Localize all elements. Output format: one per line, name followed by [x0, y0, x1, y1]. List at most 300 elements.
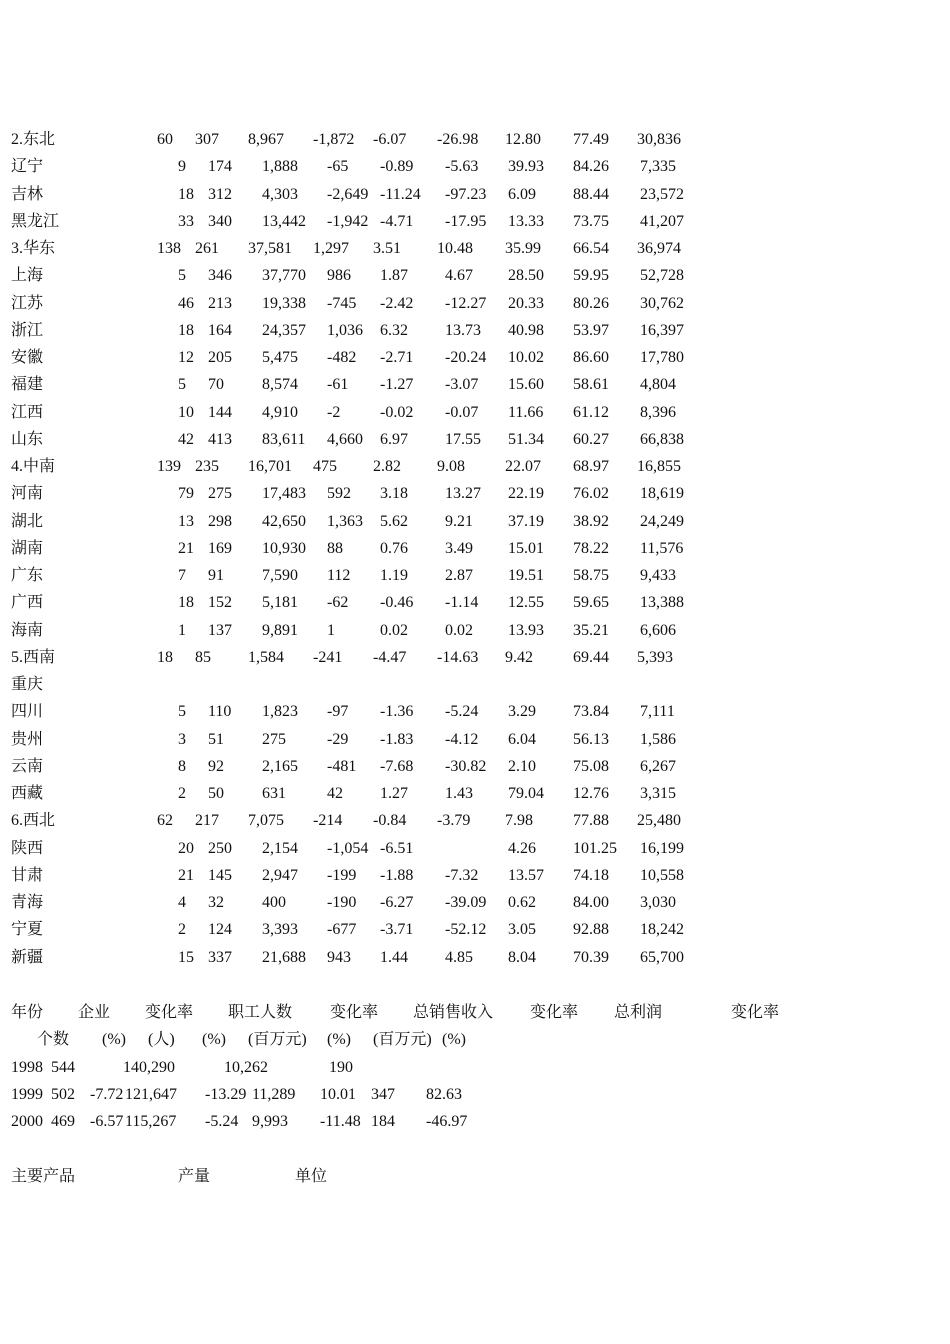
table-cell: 250: [208, 839, 232, 857]
table-cell: 1.19: [380, 567, 408, 584]
table-cell: 12: [178, 349, 194, 366]
region-name: 广东: [11, 567, 44, 584]
table-cell: 79.04: [508, 785, 544, 802]
table-cell: 4: [178, 894, 186, 911]
column-header: 总利润: [614, 1004, 663, 1021]
table-cell: 139: [157, 458, 181, 475]
table-cell: 298: [208, 512, 232, 530]
table-cell: -6.07: [373, 131, 407, 148]
region-name: 宁夏: [11, 921, 44, 939]
table-cell: 6,606: [640, 621, 676, 639]
column-unit: (%): [442, 1031, 466, 1048]
table-cell: -26.98: [437, 131, 479, 148]
table-cell: 138: [157, 240, 181, 257]
table-cell: 13.73: [445, 321, 481, 339]
column-unit: (%): [202, 1031, 226, 1048]
table-cell: 11.66: [508, 403, 544, 421]
table-cell: 2,154: [262, 839, 298, 857]
region-name: 河南: [11, 485, 44, 503]
table-cell: 12.76: [573, 785, 609, 802]
table-cell: 1,586: [640, 730, 676, 748]
table-cell: -1.36: [380, 703, 414, 721]
table-cell: 4,910: [262, 403, 298, 421]
table-cell: -62: [327, 594, 349, 612]
table-cell: 32: [208, 894, 224, 911]
table-cell: -4.71: [380, 212, 414, 230]
table-cell: -3.79: [437, 812, 471, 830]
table-row: [0, 374, 950, 396]
table-cell: 5.62: [380, 512, 408, 530]
table-cell: 9.42: [505, 648, 533, 666]
table-cell: 110: [208, 703, 232, 721]
table-cell: -39.09: [445, 894, 487, 911]
table-cell: 58.61: [573, 376, 609, 394]
table-row: [0, 402, 950, 424]
table-cell: 4.85: [445, 948, 473, 966]
region-name: 西藏: [11, 785, 44, 802]
table-cell: 60.27: [573, 430, 609, 448]
table-cell: 400: [262, 894, 286, 911]
table-cell: -1,872: [313, 131, 355, 148]
column-header: 职工人数: [228, 1004, 293, 1021]
table-cell: -1,054: [327, 839, 369, 857]
table-cell: 17.55: [445, 430, 481, 448]
region-name: 江西: [11, 403, 44, 421]
table-cell: 544: [51, 1059, 75, 1076]
table-cell: 502: [51, 1086, 75, 1103]
table-cell: -97.23: [445, 185, 487, 203]
table-cell: -13.29: [205, 1086, 247, 1103]
table-row: [0, 919, 950, 941]
table-row: [0, 211, 950, 233]
table-cell: 217: [195, 812, 219, 830]
table-cell: 77.88: [573, 812, 609, 830]
table-cell: 86.60: [573, 349, 609, 366]
table-cell: 1.87: [380, 267, 408, 285]
region-name: 重庆: [11, 676, 44, 693]
table-cell: 16,199: [640, 839, 684, 857]
table-cell: 6.09: [508, 185, 536, 203]
column-header: 产量: [178, 1168, 211, 1185]
table-cell: 46: [178, 294, 194, 312]
table-row: [0, 538, 950, 560]
table-cell: 65,700: [640, 948, 684, 966]
table-cell: 10,930: [262, 539, 306, 557]
table-cell: 3.18: [380, 485, 408, 503]
table-cell: -677: [327, 921, 357, 939]
table-cell: -5.63: [445, 158, 479, 176]
table-cell: 59.95: [573, 267, 609, 285]
table-cell: 6,267: [640, 757, 676, 775]
region-name: 四川: [11, 703, 44, 721]
table-cell: -1.27: [380, 376, 414, 394]
table-cell: 30,762: [640, 294, 684, 312]
table-cell: 1,888: [262, 158, 298, 176]
table-cell: 19.51: [508, 567, 544, 584]
table-cell: 50: [208, 785, 224, 802]
table-cell: 475: [313, 458, 337, 475]
column-unit: (百万元): [248, 1031, 307, 1048]
table-cell: 3.29: [508, 703, 536, 721]
table-cell: 9.08: [437, 458, 465, 475]
table-cell: 88.44: [573, 185, 609, 203]
table-cell: 76.02: [573, 485, 609, 503]
table-cell: 37.19: [508, 512, 544, 530]
table-row: [0, 729, 950, 751]
table-cell: 70: [208, 376, 224, 394]
table-cell: -46.97: [426, 1113, 468, 1130]
table-cell: 144: [208, 403, 232, 421]
table-cell: 13,442: [262, 212, 306, 230]
table-row: [0, 156, 950, 178]
table-cell: 91: [208, 567, 224, 584]
table-cell: 3,315: [640, 785, 676, 802]
table-cell: 2,165: [262, 757, 298, 775]
table-cell: 190: [329, 1059, 353, 1076]
table-cell: 137: [208, 621, 232, 639]
table-cell: 469: [51, 1113, 75, 1130]
table-cell: 121,647: [125, 1086, 177, 1103]
table-cell: 92: [208, 757, 224, 775]
table-cell: 124: [208, 921, 232, 939]
table-cell: 1: [178, 621, 186, 639]
table-cell: 592: [327, 485, 351, 503]
table-cell: 7,075: [248, 812, 284, 830]
table-cell: 10,558: [640, 866, 684, 884]
table-cell: 15.01: [508, 539, 544, 557]
table-cell: -7.32: [445, 866, 479, 884]
table-row: [0, 265, 950, 287]
table-cell: 5,181: [262, 594, 298, 612]
table-cell: -190: [327, 894, 357, 911]
table-cell: 2,947: [262, 866, 298, 884]
table-cell: 8,967: [248, 131, 284, 148]
table-cell: 1,823: [262, 703, 298, 721]
table-row: [0, 129, 950, 151]
table-cell: 66.54: [573, 240, 609, 257]
table-row: [0, 701, 950, 723]
table-cell: 92.88: [573, 921, 609, 939]
table-cell: 4.26: [508, 839, 536, 857]
table-cell: 79: [178, 485, 194, 503]
table-cell: -65: [327, 158, 349, 176]
region-name: 3.华东: [11, 240, 56, 257]
table-cell: 75.08: [573, 757, 609, 775]
region-name: 江苏: [11, 294, 44, 312]
table-cell: 42: [327, 785, 343, 802]
table-cell: 10,262: [224, 1059, 268, 1076]
table-cell: -482: [327, 349, 357, 366]
table-cell: 275: [262, 730, 286, 748]
table-cell: 37,581: [248, 240, 292, 257]
table-cell: 25,480: [637, 812, 681, 830]
year-row: [0, 1111, 950, 1133]
table-cell: 15.60: [508, 376, 544, 394]
table-row: [0, 511, 950, 533]
table-cell: 8,396: [640, 403, 676, 421]
column-unit: 个数: [37, 1031, 70, 1048]
table-row: [0, 483, 950, 505]
table-cell: 18,619: [640, 485, 684, 503]
region-name: 广西: [11, 594, 44, 612]
table-cell: 8: [178, 757, 186, 775]
table-cell: 112: [327, 567, 351, 584]
table-cell: 83,611: [262, 430, 306, 448]
table-cell: 17,483: [262, 485, 306, 503]
table-cell: -97: [327, 703, 349, 721]
region-name: 山东: [11, 430, 44, 448]
table-cell: -14.63: [437, 648, 479, 666]
table-cell: 23,572: [640, 185, 684, 203]
column-unit: (人): [148, 1031, 175, 1048]
table-cell: 205: [208, 349, 232, 366]
table-cell: -4.47: [373, 648, 407, 666]
table-cell: 13.33: [508, 212, 544, 230]
table-cell: 4,804: [640, 376, 676, 394]
table-cell: 84.26: [573, 158, 609, 176]
table-cell: -20.24: [445, 349, 487, 366]
year-row: [0, 1084, 950, 1106]
table-row: [0, 592, 950, 614]
table-cell: 51: [208, 730, 224, 748]
column-unit: (百万元): [373, 1031, 432, 1048]
table-row: [0, 810, 950, 832]
table-row: [0, 456, 950, 478]
table-cell: 58.75: [573, 567, 609, 584]
table-cell: 307: [195, 131, 219, 148]
table-cell: -6.51: [380, 839, 414, 857]
table-cell: 8,574: [262, 376, 298, 394]
table-cell: 2: [178, 785, 186, 802]
table-cell: 5,393: [637, 648, 673, 666]
table-cell: 9,993: [252, 1113, 288, 1130]
table-row: [0, 347, 950, 369]
table-cell: 7.98: [505, 812, 533, 830]
table-cell: -1,942: [327, 212, 369, 230]
table-cell: -0.02: [380, 403, 414, 421]
table-cell: 164: [208, 321, 232, 339]
table-cell: 337: [208, 948, 232, 966]
table-cell: 13: [178, 512, 194, 530]
table-cell: 7: [178, 567, 186, 584]
table-cell: -11.48: [320, 1113, 361, 1130]
column-header: 单位: [295, 1168, 328, 1185]
table-cell: 145: [208, 866, 232, 884]
table-cell: -3.71: [380, 921, 414, 939]
table-cell: 78.22: [573, 539, 609, 557]
table-cell: 213: [208, 294, 232, 312]
table-cell: 1.43: [445, 785, 473, 802]
table-cell: 18: [178, 321, 194, 339]
table-cell: -1.83: [380, 730, 414, 748]
column-header: 总销售收入: [413, 1004, 494, 1021]
table-cell: 347: [371, 1086, 395, 1103]
table-cell: 56.13: [573, 730, 609, 748]
year-header-row: [0, 1002, 950, 1024]
table-cell: 5,475: [262, 349, 298, 366]
table-cell: 11,289: [252, 1086, 296, 1103]
table-cell: 40.98: [508, 321, 544, 339]
table-cell: 4.67: [445, 267, 473, 285]
table-row: [0, 565, 950, 587]
table-cell: 3.51: [373, 240, 401, 257]
table-cell: 0.62: [508, 894, 536, 911]
table-cell: 59.65: [573, 594, 609, 612]
table-cell: 18: [178, 185, 194, 203]
table-cell: -2.71: [380, 349, 414, 366]
table-cell: 4,303: [262, 185, 298, 203]
table-cell: 2.10: [508, 757, 536, 775]
table-cell: 18: [178, 594, 194, 612]
table-cell: 275: [208, 485, 232, 503]
table-cell: 17,780: [640, 349, 684, 366]
table-cell: 53.97: [573, 321, 609, 339]
table-cell: -0.89: [380, 158, 414, 176]
table-cell: 73.84: [573, 703, 609, 721]
table-cell: 82.63: [426, 1086, 462, 1103]
table-cell: -7.68: [380, 757, 414, 775]
table-cell: 38.92: [573, 512, 609, 530]
table-cell: 3,030: [640, 894, 676, 911]
table-cell: 115,267: [125, 1113, 177, 1130]
table-cell: 312: [208, 185, 232, 203]
table-cell: -61: [327, 376, 349, 394]
region-name: 黑龙江: [11, 212, 60, 230]
table-cell: -481: [327, 757, 357, 775]
table-cell: 101.25: [573, 839, 617, 857]
table-cell: 52,728: [640, 267, 684, 285]
table-cell: 62: [157, 812, 173, 830]
table-cell: 10: [178, 403, 194, 421]
table-cell: 2000: [11, 1113, 43, 1130]
table-cell: 70.39: [573, 948, 609, 966]
table-cell: 60: [157, 131, 173, 148]
column-header: 变化率: [145, 1004, 194, 1021]
table-cell: -6.57: [90, 1113, 124, 1130]
table-cell: 20.33: [508, 294, 544, 312]
table-cell: -1.14: [445, 594, 479, 612]
table-cell: 84.00: [573, 894, 609, 911]
table-cell: -12.27: [445, 294, 487, 312]
table-cell: 28.50: [508, 267, 544, 285]
table-cell: 33: [178, 212, 194, 230]
region-name: 福建: [11, 376, 44, 394]
region-name: 4.中南: [11, 458, 56, 475]
region-name: 湖北: [11, 512, 44, 530]
table-cell: 6.32: [380, 321, 408, 339]
table-cell: -0.84: [373, 812, 407, 830]
table-cell: 2: [178, 921, 186, 939]
table-row: [0, 429, 950, 451]
table-cell: -6.27: [380, 894, 414, 911]
table-cell: 11,576: [640, 539, 684, 557]
table-cell: 1,036: [327, 321, 363, 339]
table-cell: 69.44: [573, 648, 609, 666]
table-cell: 3.49: [445, 539, 473, 557]
region-name: 5.西南: [11, 648, 56, 666]
table-cell: 1999: [11, 1086, 43, 1103]
table-cell: 39.93: [508, 158, 544, 176]
region-name: 贵州: [11, 730, 44, 748]
table-cell: 30,836: [637, 131, 681, 148]
table-cell: 631: [262, 785, 286, 802]
region-name: 云南: [11, 757, 44, 775]
table-row: [0, 184, 950, 206]
table-cell: 5: [178, 703, 186, 721]
table-cell: 140,290: [123, 1059, 175, 1076]
table-cell: -2,649: [327, 185, 369, 203]
table-cell: 12.55: [508, 594, 544, 612]
region-name: 陕西: [11, 839, 44, 857]
table-cell: 85: [195, 648, 211, 666]
table-cell: 36,974: [637, 240, 681, 257]
table-cell: 18,242: [640, 921, 684, 939]
table-cell: 13.93: [508, 621, 544, 639]
table-cell: 22.19: [508, 485, 544, 503]
table-cell: 7,590: [262, 567, 298, 584]
table-cell: 235: [195, 458, 219, 475]
table-cell: 7,335: [640, 158, 676, 176]
table-cell: 88: [327, 539, 343, 557]
table-cell: 9,433: [640, 567, 676, 584]
region-name: 海南: [11, 621, 44, 639]
table-cell: 5: [178, 376, 186, 394]
table-cell: -1.88: [380, 866, 414, 884]
table-cell: 35.21: [573, 621, 609, 639]
table-row: [0, 756, 950, 778]
table-cell: 2.82: [373, 458, 401, 475]
table-cell: 9.21: [445, 512, 473, 530]
table-cell: 13.27: [445, 485, 481, 503]
region-name: 甘肃: [11, 866, 44, 884]
table-cell: 80.26: [573, 294, 609, 312]
table-cell: 16,701: [248, 458, 292, 475]
table-cell: 174: [208, 158, 232, 176]
table-cell: 152: [208, 594, 232, 612]
table-cell: 943: [327, 948, 351, 966]
table-cell: -30.82: [445, 757, 487, 775]
table-row: [0, 647, 950, 669]
table-cell: -17.95: [445, 212, 487, 230]
region-name: 安徽: [11, 349, 44, 366]
region-name: 吉林: [11, 185, 44, 203]
table-cell: 77.49: [573, 131, 609, 148]
table-cell: -214: [313, 812, 343, 830]
table-cell: -0.07: [445, 403, 479, 421]
table-cell: 41,207: [640, 212, 684, 230]
table-cell: 1: [327, 621, 335, 639]
table-row: [0, 783, 950, 805]
year-row: [0, 1057, 950, 1079]
table-cell: 74.18: [573, 866, 609, 884]
table-row: [0, 838, 950, 860]
table-cell: -11.24: [380, 185, 421, 203]
table-cell: 340: [208, 212, 232, 230]
table-cell: 19,338: [262, 294, 306, 312]
table-row: [0, 865, 950, 887]
table-cell: 18: [157, 648, 173, 666]
table-cell: 16,855: [637, 458, 681, 475]
table-cell: 1,297: [313, 240, 349, 257]
region-name: 上海: [11, 267, 44, 285]
table-cell: 20: [178, 839, 194, 857]
column-header: 变化率: [530, 1004, 579, 1021]
table-row: [0, 238, 950, 260]
table-cell: 51.34: [508, 430, 544, 448]
table-cell: -199: [327, 866, 357, 884]
table-cell: 24,357: [262, 321, 306, 339]
table-cell: 37,770: [262, 267, 306, 285]
